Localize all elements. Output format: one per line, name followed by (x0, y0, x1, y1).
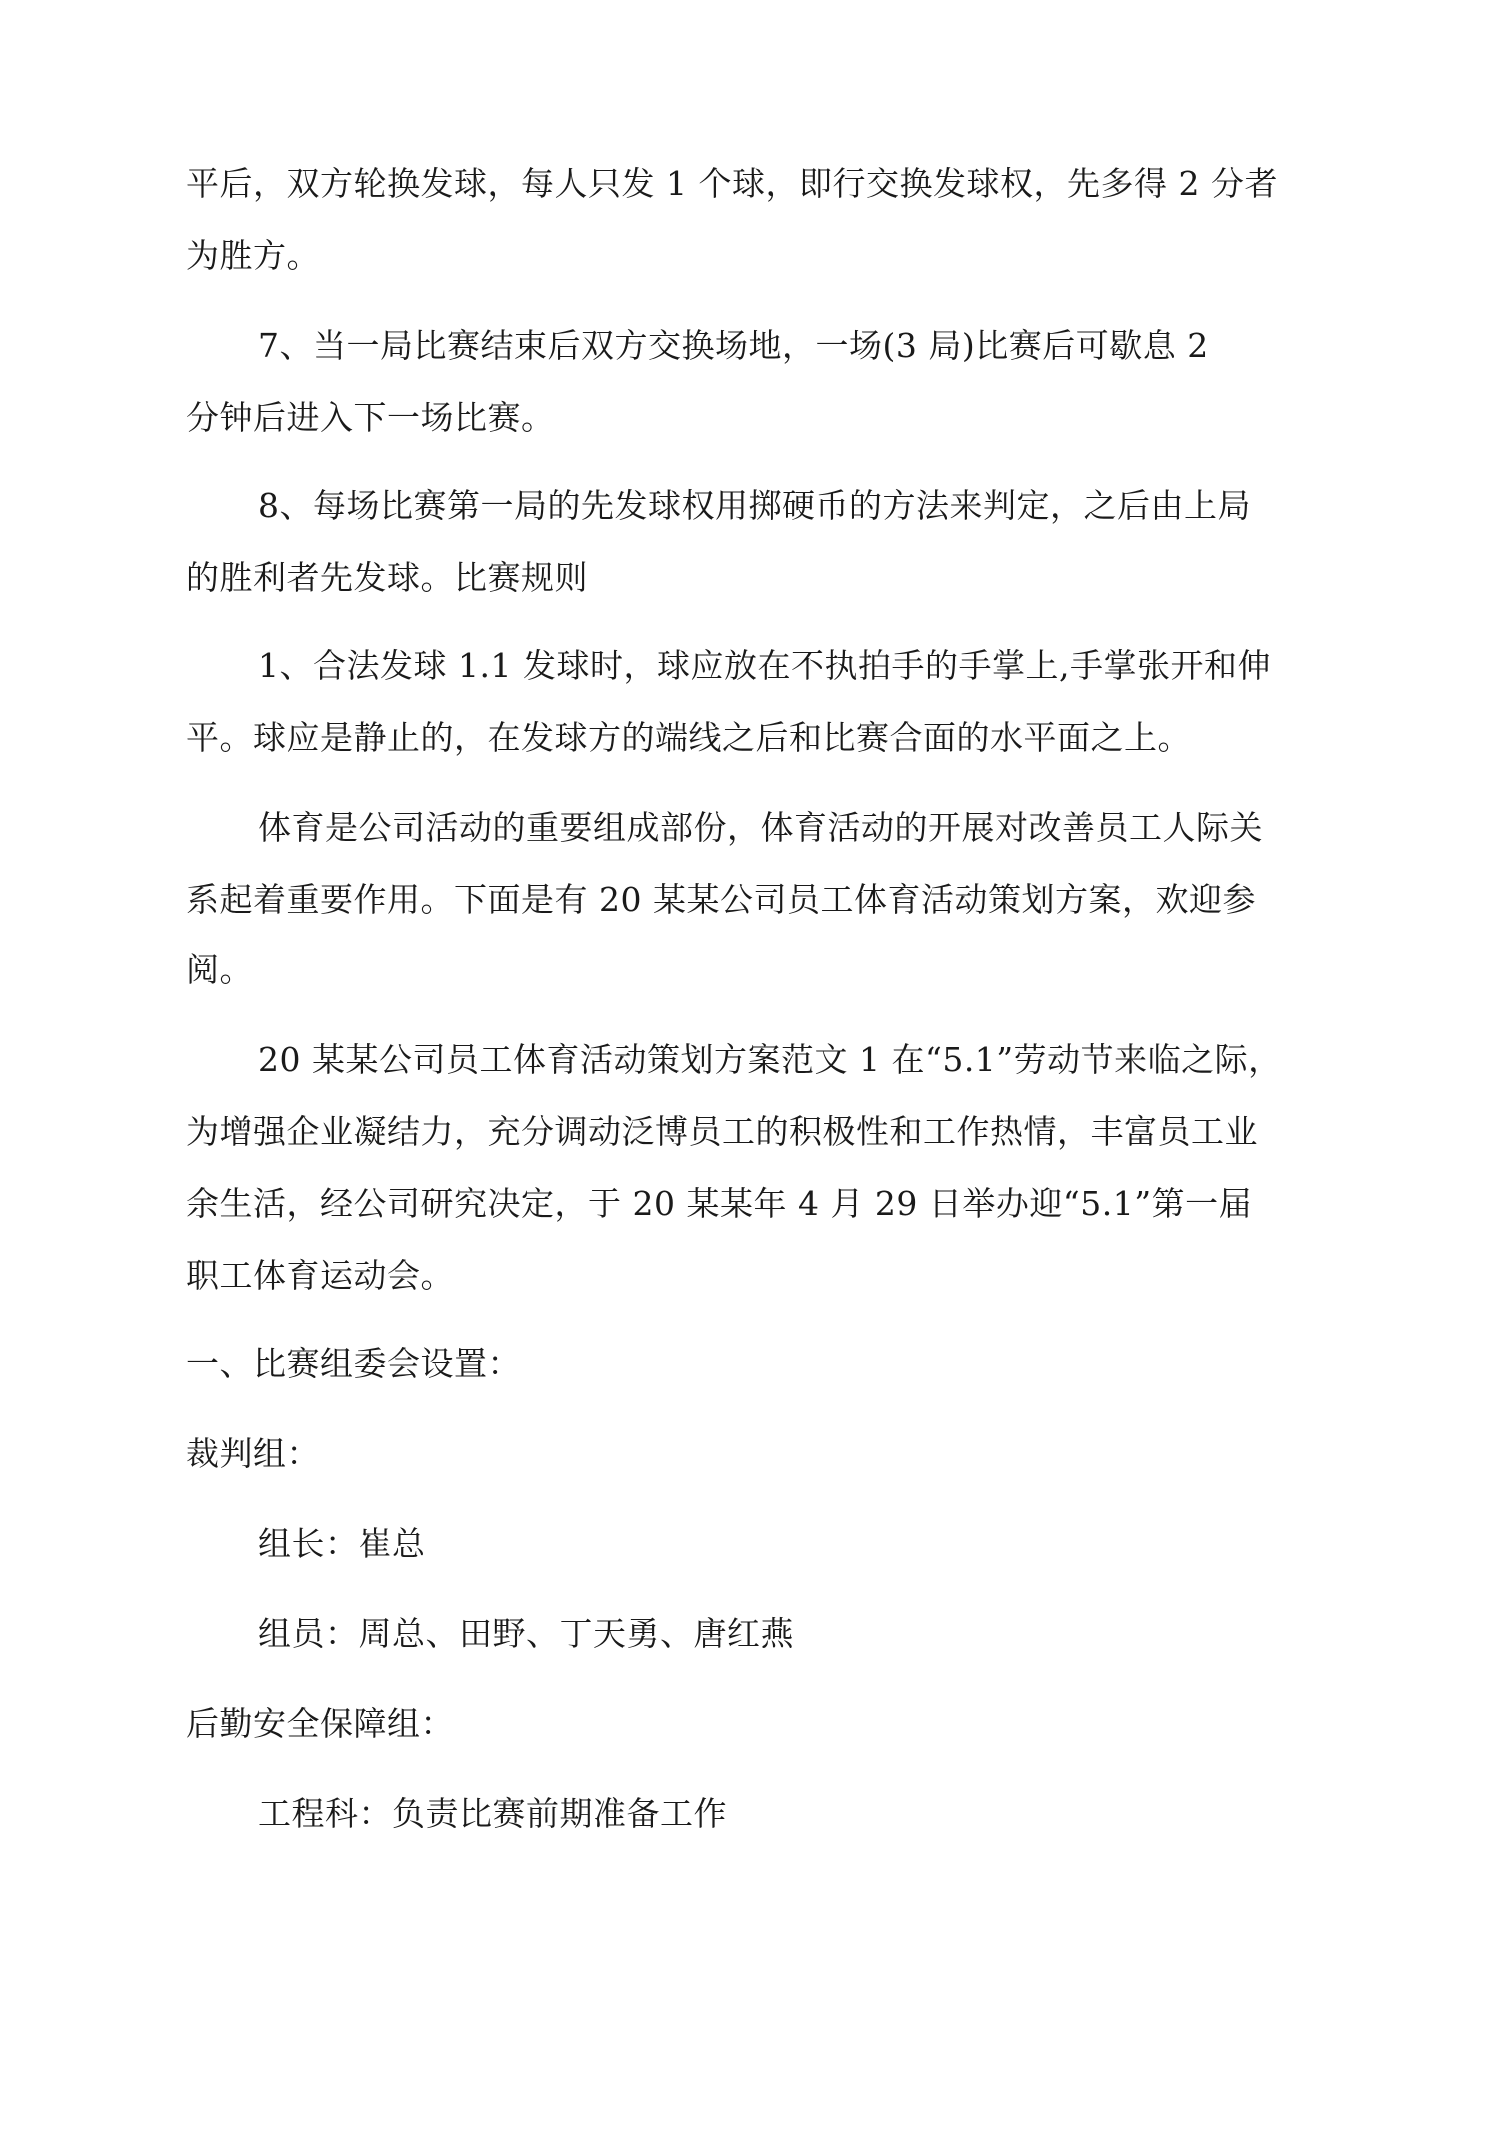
paragraph-line: 20 某某公司员工体育活动策划方案范文 1 在“5.1”劳动节来临之际， (258, 1040, 1282, 1079)
paragraph-line: 的胜利者先发球。比赛规则 (186, 558, 588, 597)
paragraph-line: 余生活，经公司研究决定，于 20 某某年 4 月 29 日举办迎“5.1”第一届 (186, 1184, 1253, 1223)
group-heading-referee: 裁判组： (186, 1434, 320, 1473)
paragraph-line: 分钟后进入下一场比赛。 (186, 398, 555, 437)
paragraph-line: 为增强企业凝结力，充分调动泛博员工的积极性和工作热情，丰富员工业 (186, 1112, 1258, 1151)
paragraph-line: 8、每场比赛第一局的先发球权用掷硬币的方法来判定，之后由上局 (258, 486, 1251, 525)
paragraph-line: 系起着重要作用。下面是有 20 某某公司员工体育活动策划方案，欢迎参 (186, 880, 1256, 919)
paragraph-line: 1、合法发球 1.1 发球时，球应放在不执拍手的手掌上,手掌张开和伸 (258, 646, 1271, 685)
section-heading: 一、比赛组委会设置： (186, 1344, 521, 1383)
paragraph-line: 职工体育运动会。 (186, 1256, 454, 1295)
paragraph-line: 体育是公司活动的重要组成部份，体育活动的开展对改善员工人际关 (258, 808, 1263, 847)
group-members-line: 组员：周总、田野、丁天勇、唐红燕 (258, 1614, 794, 1653)
group-heading-logistics: 后勤安全保障组： (186, 1704, 454, 1743)
group-leader-line: 组长：崔总 (258, 1524, 426, 1563)
paragraph-line: 平后，双方轮换发球，每人只发 1 个球，即行交换发球权，先多得 2 分者 (186, 164, 1278, 203)
paragraph-line: 为胜方。 (186, 236, 320, 275)
engineering-duty-line: 工程科：负责比赛前期准备工作 (258, 1794, 727, 1833)
paragraph-line: 7、当一局比赛结束后双方交换场地，一场(3 局)比赛后可歇息 2 (258, 326, 1209, 365)
paragraph-line: 阅。 (186, 950, 253, 989)
paragraph-line: 平。球应是静止的，在发球方的端线之后和比赛合面的水平面之上。 (186, 718, 1191, 757)
